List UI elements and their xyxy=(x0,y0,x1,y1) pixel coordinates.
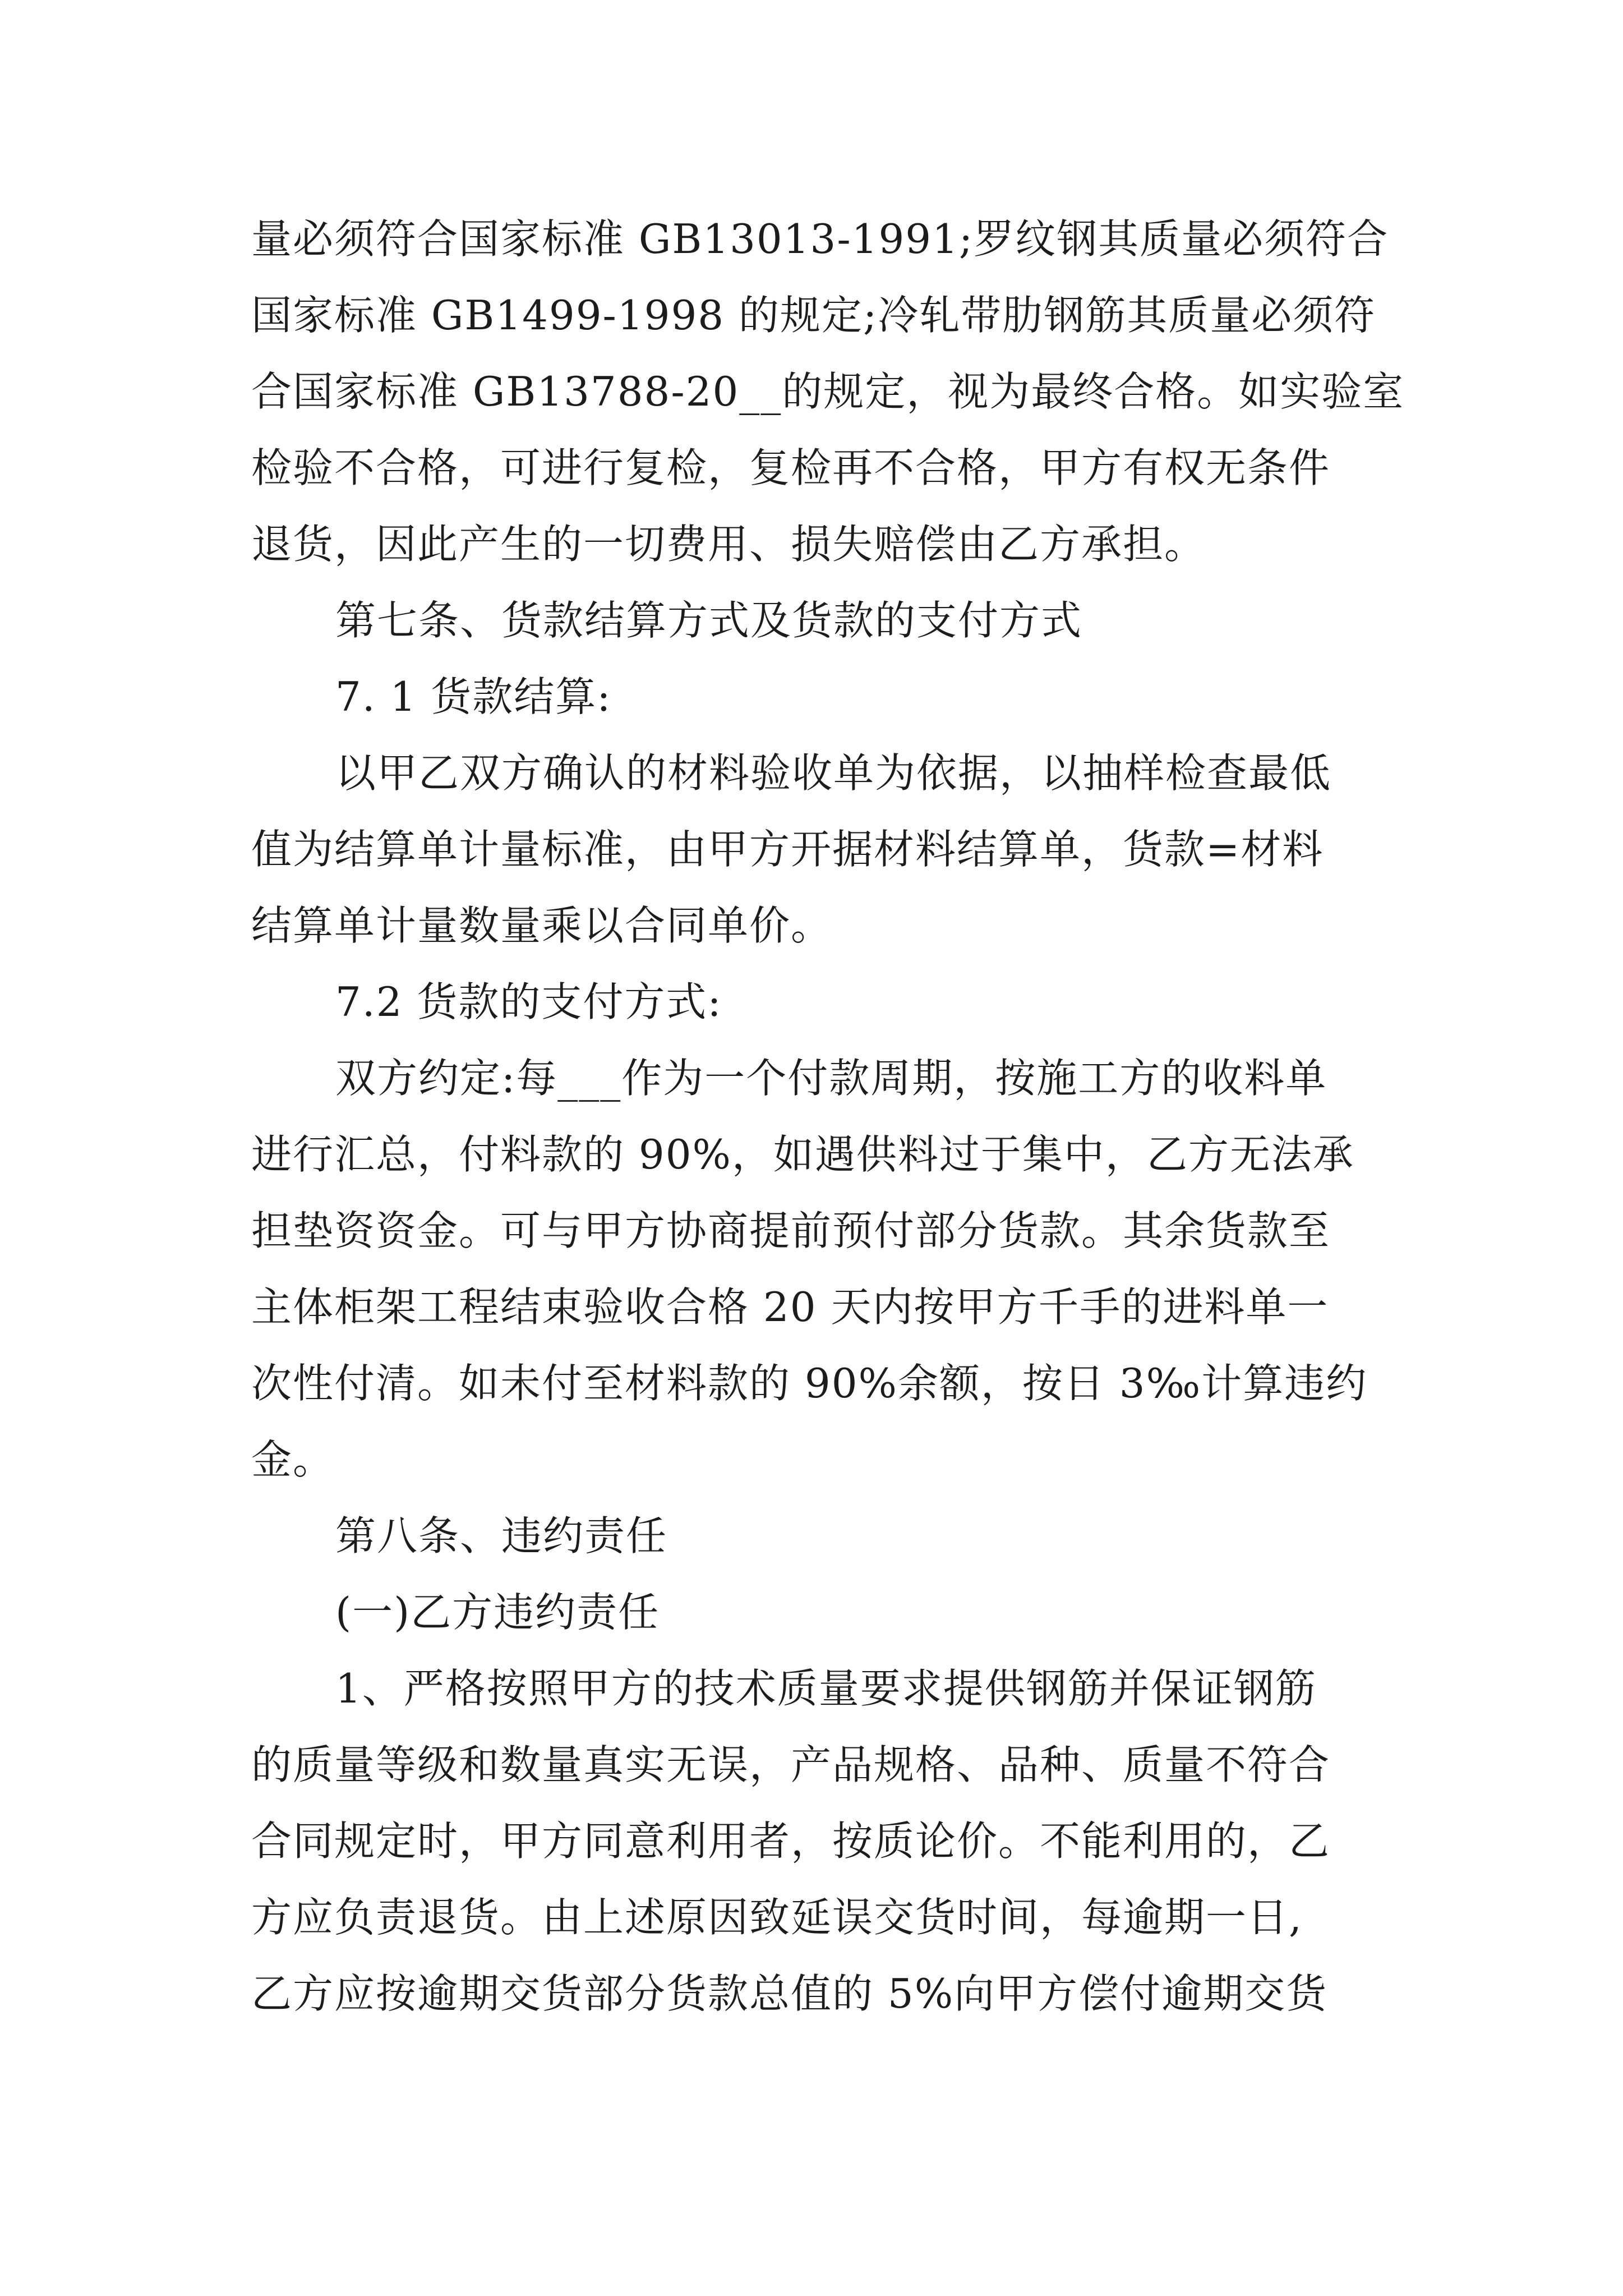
text-line: 次性付清。如未付至材料款的 90%余额，按日 3‰计算违约 xyxy=(251,1360,1368,1407)
section-heading: 7. 1 货款结算: xyxy=(335,673,612,720)
text-line: 合同规定时，甲方同意利用者，按质论价。不能利用的，乙 xyxy=(251,1818,1331,1865)
section-heading: 7.2 货款的支付方式: xyxy=(335,978,722,1025)
paragraph-start: 以甲乙双方确认的材料验收单为依据，以抽样检查最低 xyxy=(335,749,1332,797)
text-line: 的质量等级和数量真实无误，产品规格、品种、质量不符合 xyxy=(251,1741,1331,1788)
text-line: 方应负责退货。由上述原因致延误交货时间，每逾期一日, xyxy=(251,1894,1303,1941)
text-line: 主体柜架工程结束验收合格 20 天内按甲方千手的进料单一 xyxy=(251,1283,1329,1331)
text-line: 乙方应按逾期交货部分货款总值的 5%向甲方偿付逾期交货 xyxy=(251,1970,1328,2017)
text-line: 检验不合格，可进行复检，复检再不合格，甲方有权无条件 xyxy=(251,444,1331,491)
paragraph-start: 双方约定:每___作为一个付款周期，按施工方的收料单 xyxy=(335,1055,1327,1102)
text-line: 金。 xyxy=(251,1436,335,1483)
document-body xyxy=(251,201,1405,2032)
text-line: 量必须符合国家标准 GB13013-1991;罗纹钢其质量必须符合 xyxy=(251,215,1389,263)
text-line: 退货，因此产生的一切费用、损失赔偿由乙方承担。 xyxy=(251,521,1206,568)
subsection-heading: (一)乙方违约责任 xyxy=(335,1589,660,1636)
text-line: 结算单计量数量乘以合同单价。 xyxy=(251,902,833,949)
text-line: 国家标准 GB1499-1998 的规定;冷轧带肋钢筋其质量必须符 xyxy=(251,292,1376,339)
text-line: 进行汇总，付料款的 90%，如遇供料过于集中，乙方无法承 xyxy=(251,1131,1354,1178)
text-line: 合国家标准 GB13788-20__的规定，视为最终合格。如实验室 xyxy=(251,368,1405,415)
article-heading: 第七条、货款结算方式及货款的支付方式 xyxy=(335,597,1083,644)
paragraph-start: 1、严格按照甲方的技术质量要求提供钢筋并保证钢筋 xyxy=(335,1665,1317,1712)
article-heading: 第八条、违约责任 xyxy=(335,1512,668,1559)
text-line: 值为结算单计量标准，由甲方开据材料结算单，货款=材料 xyxy=(251,826,1324,873)
text-line: 担垫资资金。可与甲方协商提前预付部分货款。其余货款至 xyxy=(251,1207,1331,1254)
